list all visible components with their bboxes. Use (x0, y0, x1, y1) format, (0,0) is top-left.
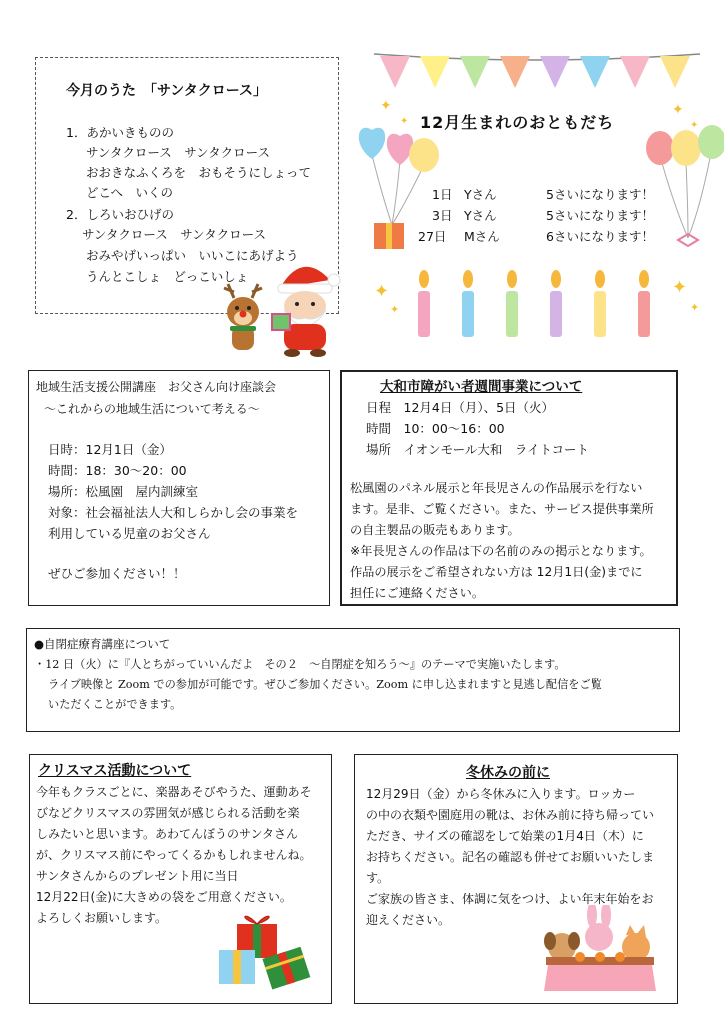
event-place: 場所 イオンモール大和 ライトコート (366, 442, 590, 457)
lyric-line: どこへ いくの (86, 185, 174, 200)
winter-body-line: の中の衣類や園庭用の靴は、お休み前に持ち帰ってい (366, 808, 655, 822)
seminar-target: 対象：社会福祉法人大和しらかし会の事業を (48, 505, 299, 520)
lyric-line: うんとこしょ どっこいしょ (86, 269, 249, 284)
svg-text:✦: ✦ (690, 301, 700, 314)
lyric-line: 1．あかいきものの (66, 125, 174, 140)
winter-body-line: す。 (366, 871, 390, 885)
candle-icon (594, 270, 606, 337)
banner-flag (540, 56, 570, 88)
santa-reindeer-illustration (222, 250, 352, 365)
svg-text:✦: ✦ (400, 116, 409, 127)
gift-boxes-icon (215, 910, 320, 995)
birthday-date: 3日 (432, 208, 453, 223)
event-body-line: 担任にご連絡ください。 (350, 586, 485, 600)
birthday-date: 1日 (432, 187, 453, 202)
lyric-line: おおきなふくろを おもそうにしょって (86, 165, 312, 180)
banner-flag (580, 56, 610, 88)
birthday-name: Yさん (464, 187, 497, 202)
event-body-line: 松風園のパネル展示と年長児さんの作品展示を行ない (350, 481, 643, 495)
birthday-note: 5さいになります！ (546, 208, 654, 223)
birthday-name: Mさん (464, 229, 500, 244)
svg-text:✦: ✦ (380, 98, 392, 114)
banner-flag (620, 56, 650, 88)
candles-decoration (372, 265, 712, 345)
event-body-line: ※年長児さんの作品は下の名前のみの掲示となります。 (350, 544, 652, 558)
candle-icon (550, 270, 562, 337)
lyric-line: おみやげいっぱい いいこにあげよう (86, 248, 299, 263)
banner-flag (460, 56, 490, 88)
autism-body-line: いただくことができます。 (48, 698, 182, 711)
seminar-subtitle: ～これからの地域生活について考える～ (44, 402, 260, 416)
birthday-name: Yさん (464, 208, 497, 223)
lyric-line: サンタクロース サンタクロース (82, 227, 267, 242)
christmas-body-line: しみたいと思います。あわてんぼうのサンタさん (36, 827, 298, 841)
svg-text:✦: ✦ (690, 120, 699, 131)
christmas-body-line: が、クリスマス前にやってくるかもしれませんね。 (36, 848, 312, 862)
christmas-body-line: 今年もクラスごとに、楽器あそびやうた、運動あそ (36, 785, 312, 799)
winter-body-line: ご家族の皆さま、体調に気をつけ、よい年末年始をお (366, 892, 654, 906)
bunting-banner (372, 48, 702, 98)
event-body-line: の自主製品の販売もあります。 (350, 523, 520, 537)
birthday-note: 5さいになります！ (546, 187, 654, 202)
event-body-line: ます。是非、ご覧ください。また、サービス提供事業所 (350, 502, 654, 516)
autism-title: ●自閉症療育講座について (34, 637, 171, 651)
candle-icon (506, 270, 518, 337)
winter-body-line: ただき、サイズの確認をして始業の1月4日（木）に (366, 829, 644, 843)
event-schedule: 日程 12月4日（月）、5日（火） (366, 400, 555, 415)
seminar-place: 場所：松風園 屋内訓練室 (48, 484, 199, 499)
christmas-title: クリスマス活動について (38, 763, 192, 779)
birthday-title: 12月生まれのおともだち (420, 113, 615, 132)
svg-text:✦: ✦ (672, 102, 684, 118)
candle-icon (418, 270, 430, 337)
svg-text:✦: ✦ (390, 303, 400, 316)
song-title: 今月のうた 「サンタクロース」 (66, 83, 268, 99)
lyric-line: サンタクロース サンタクロース (86, 145, 271, 160)
birthday-note: 6さいになります！ (546, 229, 654, 244)
autism-body-line: ライブ映像と Zoom での参加が可能です。ぜひご参加ください。Zoom に申し込まれますと見逃し配信をご覧 (48, 678, 602, 691)
birthday-date: 27日 (418, 229, 447, 244)
winter-body-line: 12月29日（金）から冬休みに入ります。ロッカー (366, 787, 636, 801)
seminar-date: 日時：12月1日（金） (48, 442, 172, 457)
winter-body-line: お持ちください。記名の確認も併せてお願いいたしま (366, 850, 655, 864)
christmas-body-line: よろしくお願いします。 (36, 911, 168, 925)
lyric-line: 2．しろいおひげの (66, 207, 174, 222)
banner-flag (380, 56, 410, 88)
event-body-line: 作品の展示をご希望されない方は 12月1日(金)までに (350, 565, 643, 579)
banner-flag (660, 56, 690, 88)
seminar-heading: 地域生活支援公開講座 お父さん向け座談会 (36, 380, 277, 394)
santa-icon (272, 267, 340, 357)
winter-body-line: 迎えください。 (366, 913, 451, 927)
seminar-invite: ぜひご参加ください！！ (48, 566, 186, 581)
banner-flag (420, 56, 450, 88)
event-title: 大和市障がい者週間事業について (380, 379, 583, 395)
reindeer-icon (224, 284, 262, 350)
svg-text:✦: ✦ (672, 277, 688, 298)
banner-flag (500, 56, 530, 88)
seminar-target: 利用している児童のお父さん (48, 526, 211, 541)
candle-icon (638, 270, 650, 337)
winter-title: 冬休みの前に (466, 765, 550, 781)
candle-icon (462, 270, 474, 337)
event-time: 時間 10：00～16：00 (366, 421, 505, 436)
christmas-body-line: 12月22日(金)に大きめの袋をご用意ください。 (36, 890, 292, 904)
animals-kotatsu-icon (540, 905, 660, 997)
svg-text:✦: ✦ (374, 281, 390, 302)
autism-body-line: ・12 日（火）に『人とちがっていいんだよ その２ ～自閉症を知ろう～』のテーマで実施いたします。 (34, 658, 566, 671)
seminar-time: 時間：18：30～20：00 (48, 463, 187, 478)
christmas-body-line: サンタさんからのプレゼント用に当日 (36, 869, 239, 883)
christmas-body-line: びなどクリスマスの雰囲気が感じられる活動を楽 (36, 806, 300, 820)
